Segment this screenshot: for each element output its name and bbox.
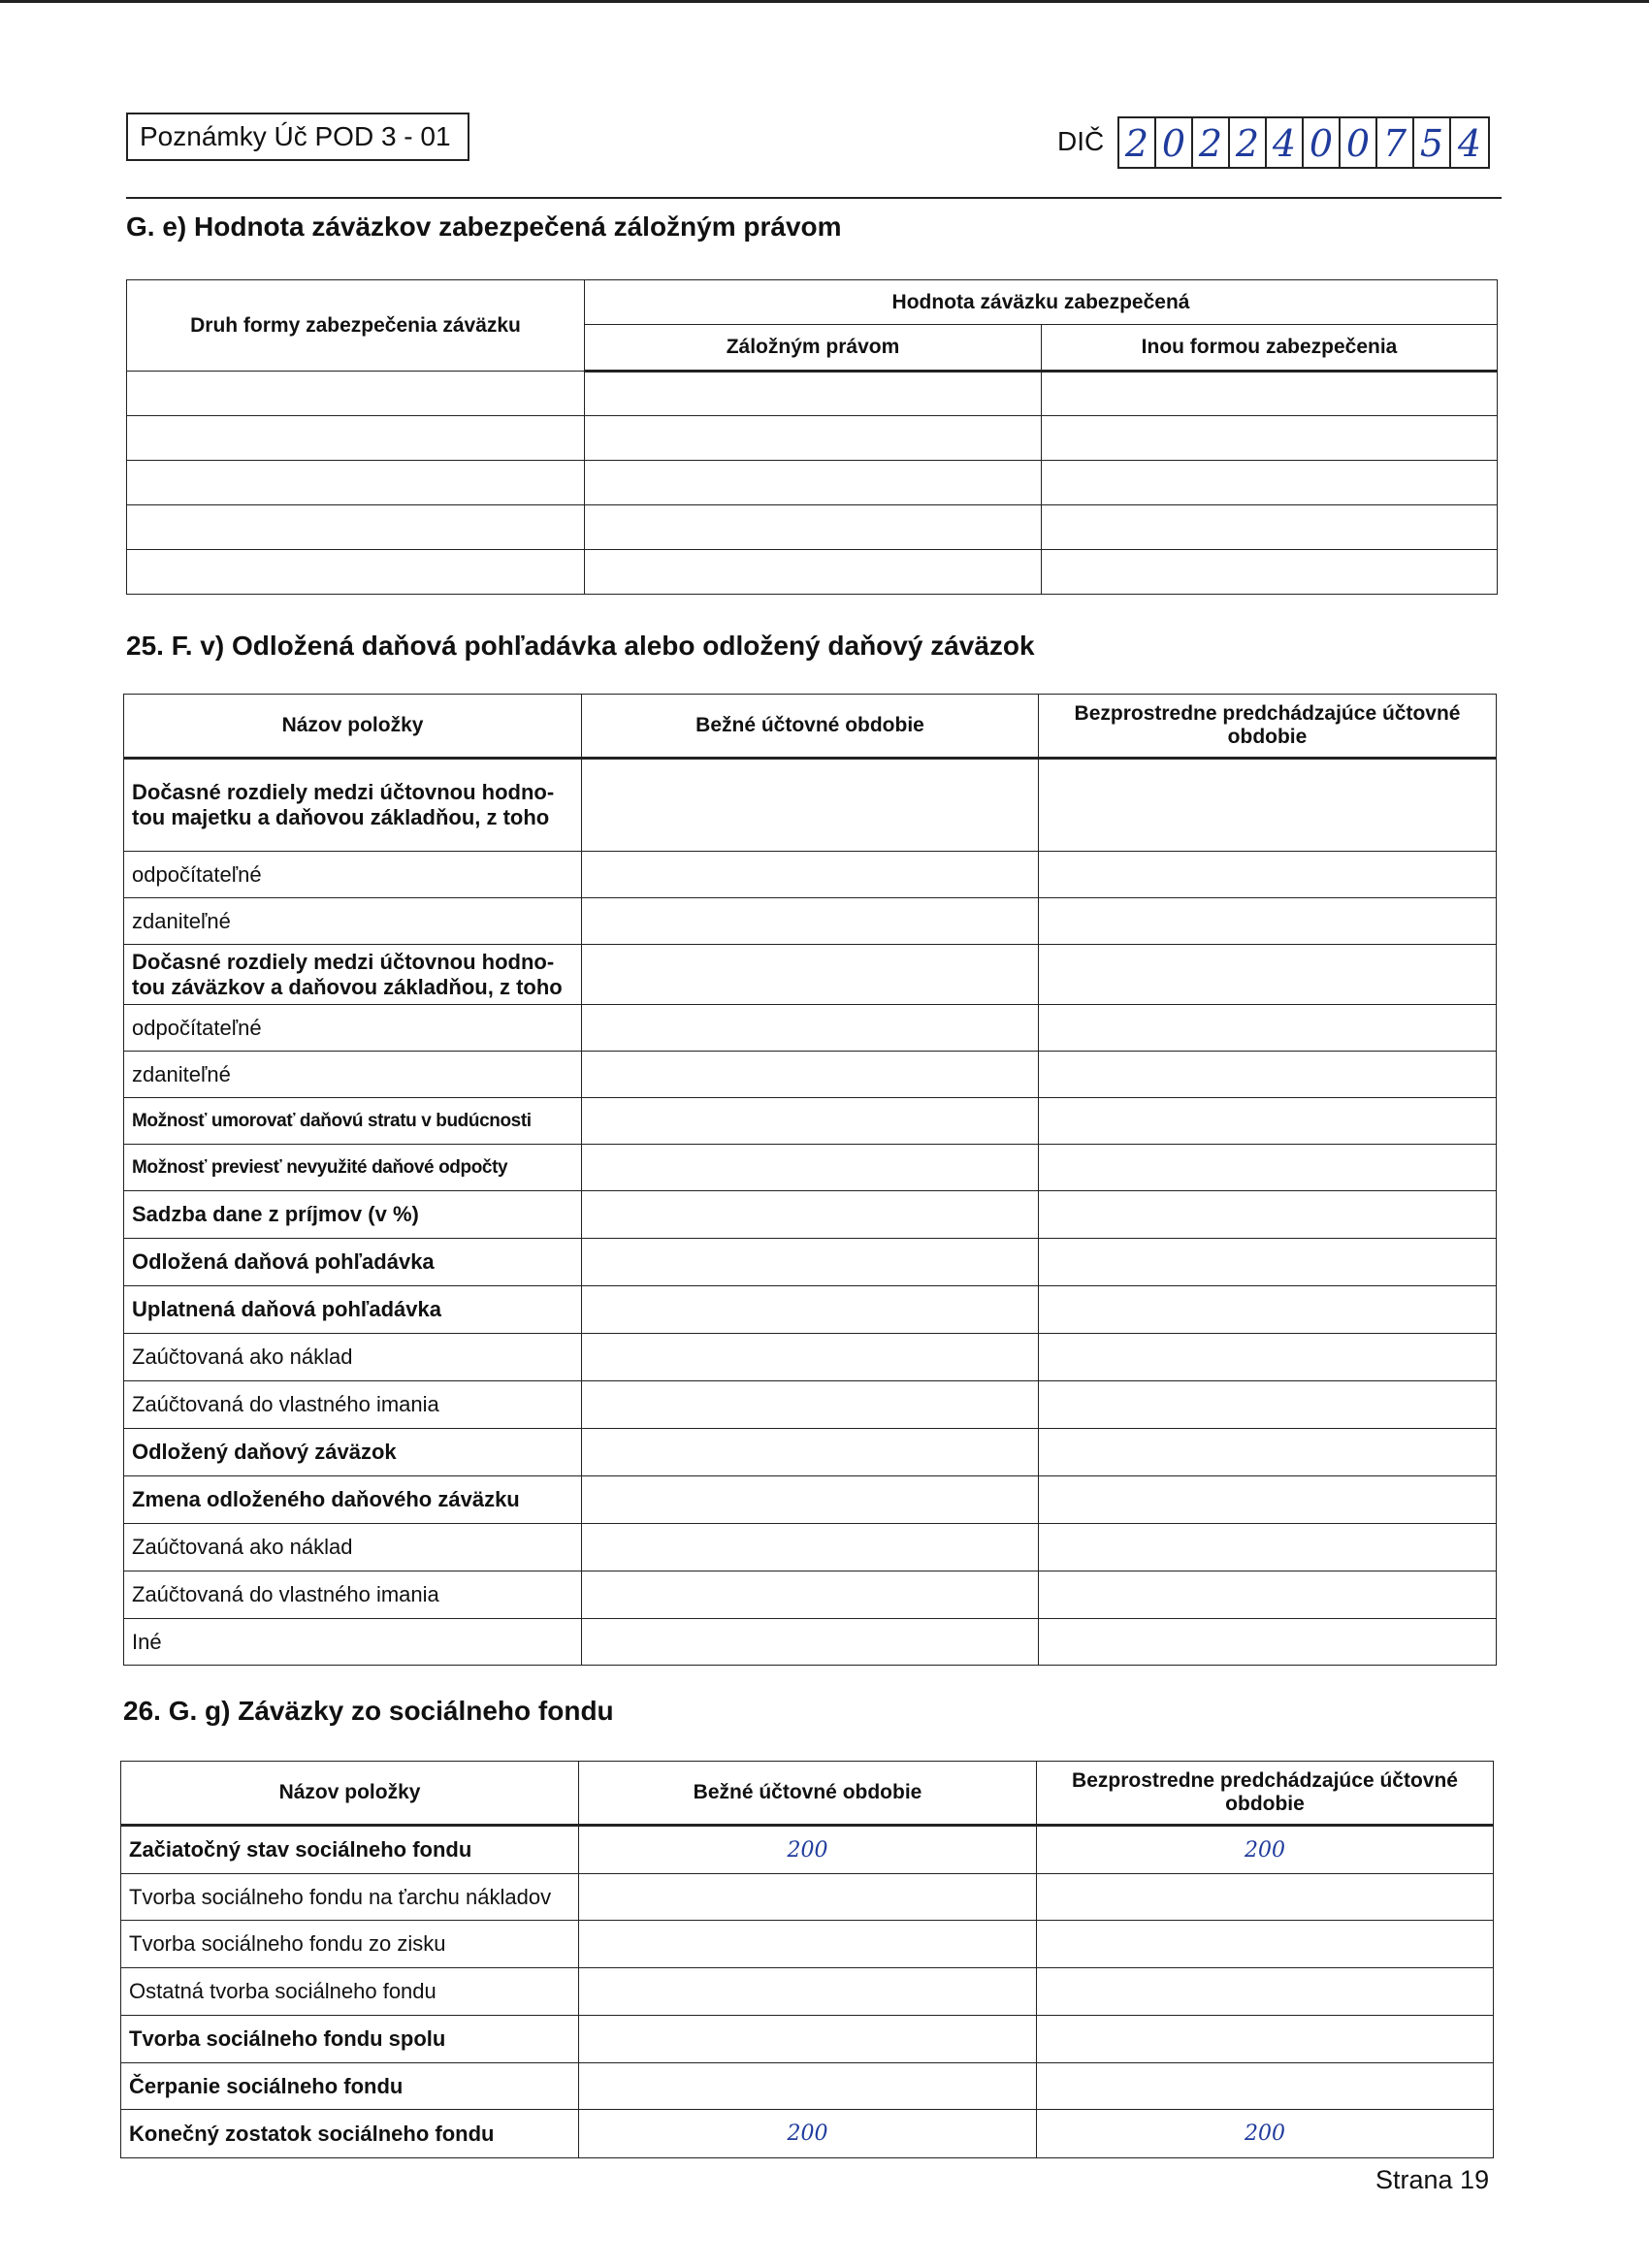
row-label: Čerpanie sociálneho fondu (121, 2063, 579, 2110)
row-label: Uplatnená daňová pohľadávka (124, 1286, 582, 1334)
table-row (127, 550, 1498, 595)
header-divider (126, 197, 1502, 199)
dic-label: DIČ (1057, 126, 1105, 156)
dic-digit: 0 (1156, 118, 1193, 167)
row-label: odpočítateľné (124, 1005, 582, 1052)
previous-value (1037, 2016, 1494, 2063)
col-header-other-security: Inou formou zabezpečenia (1042, 325, 1498, 372)
dic-digit: 5 (1414, 118, 1451, 167)
table-row (121, 2016, 1494, 2063)
current-value (579, 1921, 1037, 1968)
previous-value (1037, 1968, 1494, 2016)
section-25-table (123, 694, 1497, 1666)
section-g-title: G. e) Hodnota záväzkov zabezpečená záložným právom (126, 211, 842, 242)
previous-value (1037, 1921, 1494, 1968)
table-row (127, 505, 1498, 550)
current-value (579, 2016, 1037, 2063)
table-row (121, 1921, 1494, 1968)
row-label: Zaúčtovaná ako náklad (124, 1334, 582, 1381)
row-label: Tvorba sociálneho fondu zo zisku (121, 1921, 579, 1968)
table-row (127, 416, 1498, 461)
table-row (124, 898, 1497, 945)
table-row (121, 1968, 1494, 2016)
row-label: Dočasné rozdiely medzi účtovnou hodno-tou majetku a daňovou základňou, z toho (124, 759, 582, 852)
table-row (124, 1286, 1497, 1334)
table-row (124, 1571, 1497, 1619)
row-label: Zaúčtovaná ako náklad (124, 1524, 582, 1571)
previous-value (1037, 2063, 1494, 2110)
current-value (579, 1968, 1037, 2016)
col-header-previous-period: Bezprostredne predchádzajúce účtovné obdobie (1037, 1762, 1494, 1826)
col-header-security-type: Druh formy zabezpečenia záväzku (127, 280, 585, 372)
row-label: Dočasné rozdiely medzi účtovnou hodno-tou záväzkov a daňovou základňou, z toho (124, 945, 582, 1005)
table-row (124, 1334, 1497, 1381)
section-26-table (120, 1761, 1494, 2158)
row-label: Možnosť previesť nevyužité daňové odpočty (124, 1145, 582, 1191)
col-header-secured-value: Hodnota záväzku zabezpečená (585, 280, 1498, 325)
form-label: Poznámky Úč POD 3 - 01 (126, 113, 469, 161)
row-label: Ostatná tvorba sociálneho fondu (121, 1968, 579, 2016)
row-label: zdaniteľné (124, 1052, 582, 1098)
table-row (121, 2063, 1494, 2110)
dic-digit: 0 (1304, 118, 1341, 167)
dic-digit: 0 (1341, 118, 1377, 167)
page-number: Strana 19 (1375, 2165, 1490, 2194)
page-top-edge (0, 0, 1649, 3)
dic-digit: 2 (1193, 118, 1230, 167)
table-row (124, 1052, 1497, 1098)
table-row (121, 1874, 1494, 1921)
previous-value: 200 (1037, 2110, 1494, 2158)
dic-field (1117, 116, 1490, 169)
table-row (124, 1191, 1497, 1239)
table-row (124, 1239, 1497, 1286)
col-header-previous-period: Bezprostredne predchádzajúce účtovné obdobie (1039, 695, 1497, 759)
row-label: Zmena odloženého daňového záväzku (124, 1476, 582, 1524)
row-label: Konečný zostatok sociálneho fondu (121, 2110, 579, 2158)
current-value (579, 2063, 1037, 2110)
dic-digit: 4 (1267, 118, 1304, 167)
table-row (124, 1381, 1497, 1429)
col-header-current-period: Bežné účtovné obdobie (579, 1762, 1037, 1826)
col-header-item-name: Názov položky (124, 695, 582, 759)
row-label: Možnosť umorovať daňovú stratu v budúcnosti (124, 1098, 582, 1145)
dic-digit: 7 (1377, 118, 1414, 167)
row-label: Zaúčtovaná do vlastného imania (124, 1571, 582, 1619)
table-row (124, 1098, 1497, 1145)
current-value (579, 1874, 1037, 1921)
table-row (124, 945, 1497, 1005)
table-row (124, 1145, 1497, 1191)
table-row (124, 1429, 1497, 1476)
dic-digit: 2 (1119, 118, 1156, 167)
table-row (121, 1826, 1494, 1874)
section-g-table (126, 279, 1498, 595)
previous-value (1037, 1874, 1494, 1921)
table-row (127, 372, 1498, 416)
col-header-item-name: Názov položky (121, 1762, 579, 1826)
row-label: zdaniteľné (124, 898, 582, 945)
row-label: Odložený daňový záväzok (124, 1429, 582, 1476)
dic-digit: 2 (1230, 118, 1267, 167)
row-label: Začiatočný stav sociálneho fondu (121, 1826, 579, 1874)
row-label: Zaúčtovaná do vlastného imania (124, 1381, 582, 1429)
row-label: odpočítateľné (124, 852, 582, 898)
dic-digit: 4 (1457, 122, 1482, 165)
row-label: Odložená daňová pohľadávka (124, 1239, 582, 1286)
row-label: Tvorba sociálneho fondu spolu (121, 2016, 579, 2063)
table-row (124, 1005, 1497, 1052)
previous-value: 200 (1037, 1826, 1494, 1874)
table-row (124, 852, 1497, 898)
current-value: 200 (579, 2110, 1037, 2158)
section-25-title: 25. F. v) Odložená daňová pohľadávka alebo odložený daňový záväzok (126, 631, 1035, 661)
table-row (121, 2110, 1494, 2158)
col-header-current-period: Bežné účtovné obdobie (582, 695, 1039, 759)
table-row (124, 1619, 1497, 1666)
current-value: 200 (579, 1826, 1037, 1874)
table-row (124, 759, 1497, 852)
row-label: Tvorba sociálneho fondu na ťarchu nákladov (121, 1874, 579, 1921)
table-row (124, 1524, 1497, 1571)
col-header-lien: Záložným právom (585, 325, 1042, 372)
row-label: Iné (124, 1619, 582, 1666)
section-26-title: 26. G. g) Záväzky zo sociálneho fondu (123, 1696, 614, 1726)
table-row (124, 1476, 1497, 1524)
table-row (127, 461, 1498, 505)
row-label: Sadzba dane z príjmov (v %) (124, 1191, 582, 1239)
